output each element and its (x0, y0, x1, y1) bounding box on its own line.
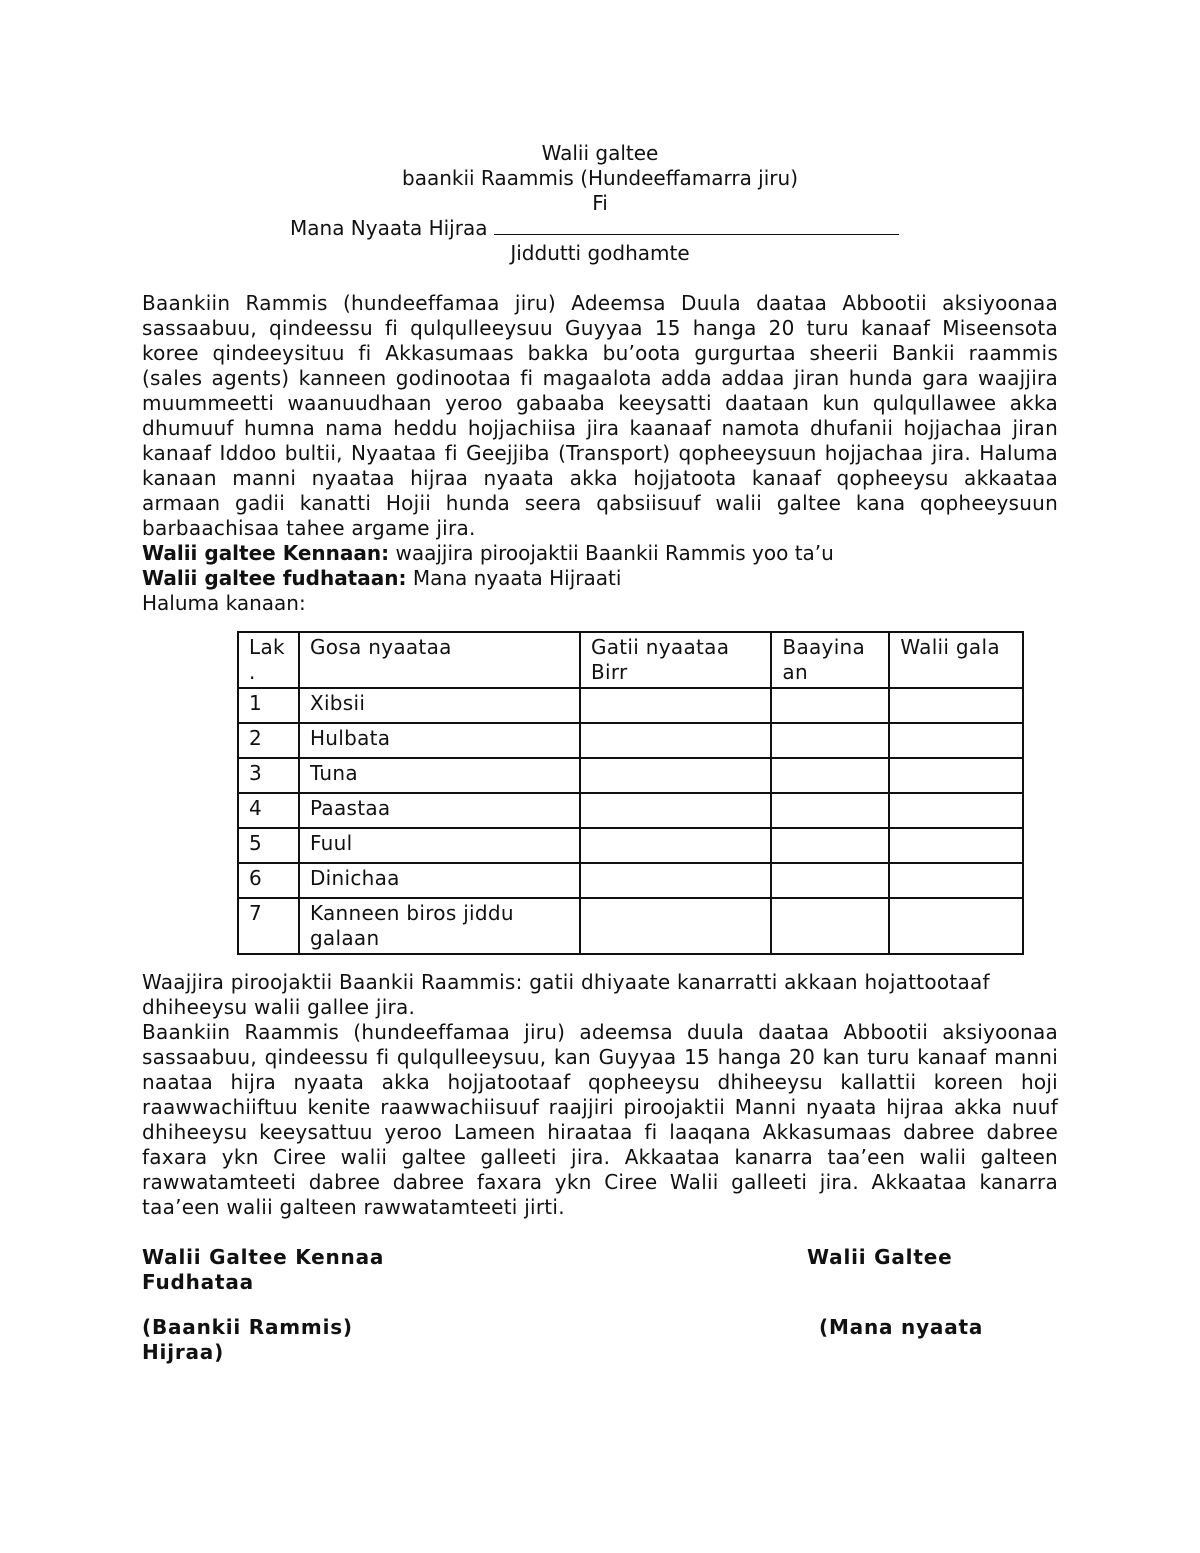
table-cell (771, 793, 889, 828)
receiver-line (142, 566, 1058, 591)
intro-paragraph: Baankiin Rammis (hundeeffamaa jiru) Adeemsa Duula daataa Abbootii aksiyoonaa sassaabuu, qindeessu fi qulqulleeysuu Guyyaa 15 hanga 20 turu kanaaf Miseensota koree qindeeysituu fi Akkasumaas bakka bu’oota gurgurtaa sheerii Bankii raammis (sales agents) kanneen godinootaa fi magaalota adda addaa jiran hunda gara waajjira muummeetti waanuudhaan yeroo gabaaba keeysatti daataan kun qulqullawee akka dhumuuf humna nama heddu hojjachiisa jira kaanaaf namota dhufanii hojjachaa jiran kanaaf Iddoo bultii, Nyaataa fi Geejjiba (Transport) qopheeysuun hojjachaa jira. Haluma kanaan manni nyaataa hijraa nyaata akka hojjatoota kanaaf qopheeysu akkaataa armaan gadii kanatti Hojii hunda seera qabsiisuuf walii galtee kana qopheeysuun barbaachisaa tahee argame jira. (142, 291, 1058, 540)
receiver-signature-org-1: (Mana nyaata (819, 1315, 984, 1339)
table-cell: Dinichaa (299, 863, 580, 898)
header-cell: Lak . (238, 632, 299, 688)
receiver-signature-title-1: Walii Galtee (807, 1245, 953, 1269)
giver-signature-title: Walii Galtee Kennaa (142, 1245, 385, 1269)
table-cell: Fuul (299, 828, 580, 863)
signature-orgs (142, 1315, 1058, 1365)
title-restaurant-name: Mana Nyaata Hijraa (290, 216, 488, 240)
table-row (238, 723, 1023, 758)
table-cell: Hulbata (299, 723, 580, 758)
table-row (238, 758, 1023, 793)
table-cell (771, 723, 889, 758)
title-bank-name: baankii Raammis (Hundeeffamarra jiru) (402, 166, 798, 190)
title-fi: Fi (592, 191, 608, 215)
signature-titles (142, 1245, 1058, 1295)
table-row (238, 688, 1023, 723)
table-cell (580, 723, 771, 758)
table-row (238, 828, 1023, 863)
table-cell (889, 758, 1023, 793)
header-cell: Gatii nyaataa Birr (580, 632, 771, 688)
table-cell (771, 898, 889, 954)
table-cell (889, 793, 1023, 828)
header-cell: Gosa nyaataa (299, 632, 580, 688)
header-cell: Baayina an (771, 632, 889, 688)
table-cell (889, 898, 1023, 954)
haluma-kanaan: Haluma kanaan: (142, 591, 306, 615)
giver-signature-org: (Baankii Rammis) (142, 1315, 353, 1339)
table-cell (580, 793, 771, 828)
table-cell: Paastaa (299, 793, 580, 828)
table-cell (889, 688, 1023, 723)
table-cell (580, 828, 771, 863)
table-row (238, 863, 1023, 898)
header-cell: Walii gala (889, 632, 1023, 688)
table-cell (580, 688, 771, 723)
document-page (142, 141, 1058, 1365)
table-cell (771, 688, 889, 723)
table-header-row (238, 632, 1023, 688)
table-cell: Tuna (299, 758, 580, 793)
price-table (237, 631, 1024, 955)
table-cell (889, 828, 1023, 863)
title-between: Jiddutti godhamte (510, 241, 690, 265)
table-cell: 6 (238, 863, 299, 898)
table-cell: 2 (238, 723, 299, 758)
table-row (238, 793, 1023, 828)
table-cell (889, 723, 1023, 758)
receiver-signature-org-2: Hijraa) (142, 1340, 225, 1364)
table-row (238, 898, 1023, 954)
table-cell: 5 (238, 828, 299, 863)
table-cell (580, 758, 771, 793)
receiver-signature-title-2: Fudhataa (142, 1270, 254, 1294)
table-cell: Kanneen biros jiddu galaan (299, 898, 580, 954)
table-cell (771, 828, 889, 863)
table-cell: 1 (238, 688, 299, 723)
title-restaurant-line (142, 216, 1058, 241)
giver-label: Walii galtee Kennaan: (142, 541, 390, 565)
table-cell: Xibsii (299, 688, 580, 723)
table-cell: 4 (238, 793, 299, 828)
table-cell (580, 863, 771, 898)
giver-line (142, 541, 1058, 566)
after-table-paragraph: Waajjira piroojaktii Baankii Raammis: gatii dhiyaate kanarratti akkaan hojattootaaf dhiheeysu walii gallee jira. (142, 970, 990, 1019)
table-cell (771, 758, 889, 793)
blank-line (494, 218, 899, 235)
table-cell (580, 898, 771, 954)
receiver-value: Mana nyaata Hijraati (412, 566, 622, 590)
table-cell: 7 (238, 898, 299, 954)
table-cell (889, 863, 1023, 898)
giver-value: waajjira piroojaktii Baankii Rammis yoo ta’u (395, 541, 834, 565)
receiver-label: Walii galtee fudhataan: (142, 566, 407, 590)
table-cell: 3 (238, 758, 299, 793)
table-cell (771, 863, 889, 898)
closing-paragraph: Baankiin Raammis (hundeeffamaa jiru) adeemsa duula daataa Abbootii aksiyoonaa sassaabuu, qindeessu fi qulqulleeysuu, kan Guyyaa 15 hanga 20 kan turu kanaaf manni naataa hijra nyaata akka hojjatootaaf qopheeysu dhiheeysu kallattii koreen hoji raawwachiiftuu kenite raawwachiisuuf raajjiri piroojaktii Manni nyaata hijraa akka nuuf dhiheeysu keeysattuu yeroo Lameen hiraataa fi laaqana Akkasumaas dabree dabree faxara ykn Ciree walii galtee galleeti jira. Akkaataa kanarra taa’een walii galteen rawwatamteeti dabree dabree faxara ykn Ciree Walii galleeti jira. Akkaataa kanarra taa’een walii galteen rawwatamteeti jirti. (142, 1020, 1058, 1219)
title-walii-galtee: Walii galtee (541, 141, 659, 165)
